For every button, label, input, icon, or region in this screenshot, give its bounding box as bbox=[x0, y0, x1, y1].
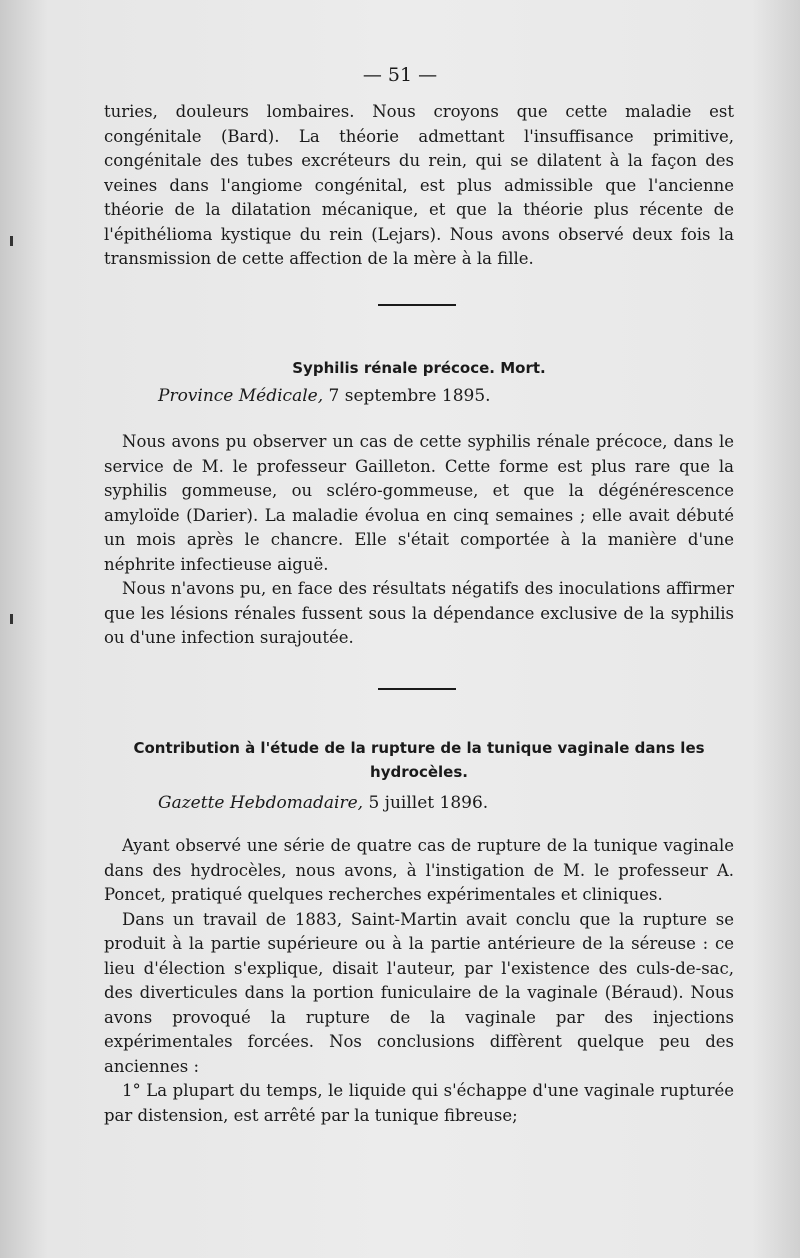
source-journal: Gazette Hebdomadaire, bbox=[158, 793, 364, 813]
section2-body bbox=[104, 834, 734, 1128]
page-number: — 51 — bbox=[362, 64, 438, 86]
source-citation-2 bbox=[158, 793, 488, 813]
paragraph: 1° La plupart du temps, le liquide qui s'échappe d'une vaginale rupturée par distension, est arrêté par la tunique fibreuse; bbox=[104, 1081, 734, 1125]
section1-body bbox=[104, 430, 734, 651]
intro-paragraph-block bbox=[104, 100, 734, 272]
section-title-contribution bbox=[104, 736, 734, 784]
section-divider bbox=[378, 688, 456, 690]
title-line: hydrocèles. bbox=[370, 763, 468, 781]
margin-mark bbox=[10, 236, 13, 246]
title-line: Contribution à l'étude de la rupture de la tunique vaginale dans les bbox=[133, 739, 705, 757]
source-date: 5 juillet 1896. bbox=[363, 793, 489, 813]
section-title-syphilis: Syphilis rénale précoce. Mort. bbox=[292, 359, 546, 377]
paragraph: Nous avons pu observer un cas de cette syphilis rénale précoce, dans le service de M. le professeur Gailleton. Cette forme est plus rare que la syphilis gommeuse, ou scléro-gommeuse, et que la dégénérescence amyloïde (Darier). La maladie évolua en cinq semaines ; elle avait débuté un mois après le chancre. Elle s'était comportée à la manière d'une néphrite infectieuse aiguë. bbox=[104, 432, 734, 574]
intro-paragraph: turies, douleurs lombaires. Nous croyons que cette maladie est congénitale (Bard). La théorie admettant l'insuffisance primitive, congénitale des tubes excréteurs du rein, qui se dilatent à la façon des veines dans l'angiome congénital, est plus admissible que l'ancienne théorie de la dilatation mécanique, et que la théorie plus récente de l'épithélioma kystique du rein (Lejars). Nous avons observé deux fois la transmission de cette affection de la mère à la fille. bbox=[104, 102, 734, 268]
source-date: 7 septembre 1895. bbox=[323, 386, 491, 406]
source-citation-1 bbox=[158, 386, 491, 406]
source-journal: Province Médicale, bbox=[158, 386, 324, 406]
section-divider bbox=[378, 304, 456, 306]
margin-mark bbox=[10, 614, 13, 624]
paragraph: Ayant observé une série de quatre cas de rupture de la tunique vaginale dans des hydrocèles, nous avons, à l'instigation de M. le professeur A. Poncet, pratiqué quelques recherches expérimentales et cliniques. bbox=[104, 836, 734, 904]
paragraph: Dans un travail de 1883, Saint-Martin avait conclu que la rupture se produit à la partie supérieure ou à la partie antérieure de la séreuse : ce lieu d'élection s'explique, disait l'auteur, par l'existence des culs-de-sac, des diverticules dans la portion funiculaire de la vaginale (Béraud). Nous avons provoqué la rupture de la vaginale par des injections expérimentales forcées. Nos conclusions diffèrent quelque peu des anciennes : bbox=[104, 909, 734, 1076]
paragraph: Nous n'avons pu, en face des résultats négatifs des inoculations affirmer que les lésions rénales fussent sous la dépendance exclusive de la syphilis ou d'une infection surajoutée. bbox=[104, 579, 734, 647]
